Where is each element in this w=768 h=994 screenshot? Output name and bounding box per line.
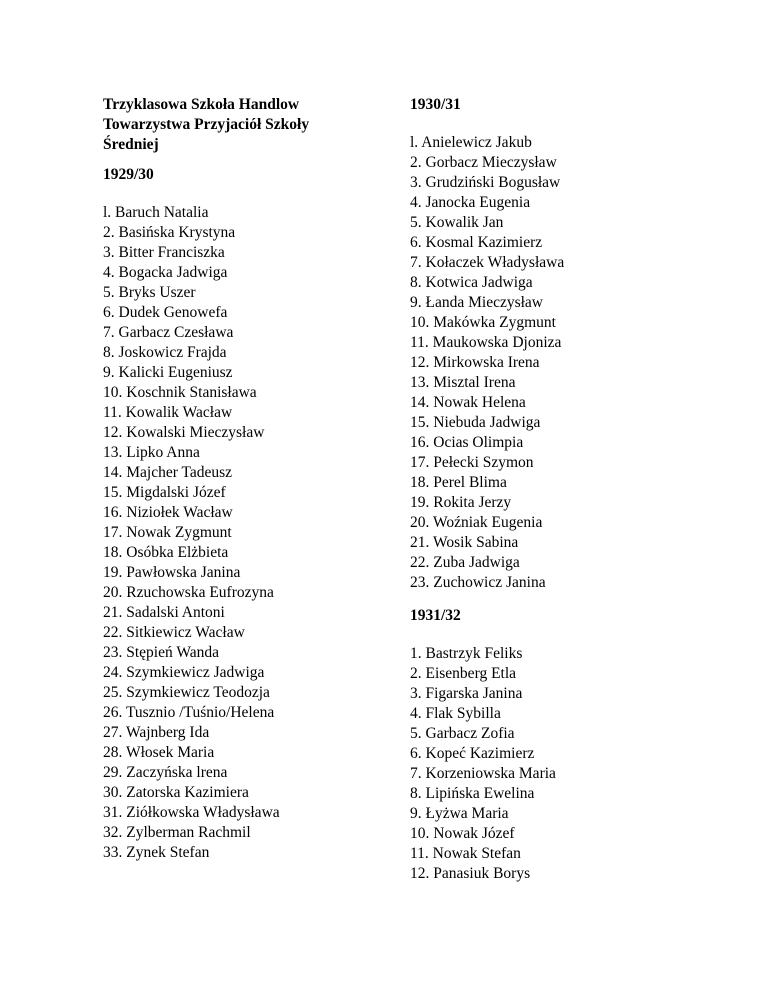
student-entry: 2. Gorbacz Mieczysław bbox=[410, 154, 557, 171]
student-entry: l. Anielewicz Jakub bbox=[410, 134, 532, 151]
student-entry: 25. Szymkiewicz Teodozja bbox=[103, 684, 270, 701]
student-entry: 27. Wajnberg Ida bbox=[103, 724, 210, 741]
student-entry: 19. Rokita Jerzy bbox=[410, 494, 512, 511]
student-entry: 6. Kosmal Kazimierz bbox=[410, 234, 543, 251]
student-entry: 2. Eisenberg Etla bbox=[410, 665, 517, 682]
year-heading-1929-30: 1929/30 bbox=[103, 166, 154, 183]
student-entry: 8. Joskowicz Frajda bbox=[103, 344, 227, 361]
student-entry: 6. Dudek Genowefa bbox=[103, 304, 228, 321]
student-entry: 12. Kowalski Mieczysław bbox=[103, 424, 265, 441]
student-entry: 3. Figarska Janina bbox=[410, 685, 523, 702]
student-entry: 23. Zuchowicz Janina bbox=[410, 574, 546, 591]
student-entry: 9. Łanda Mieczysław bbox=[410, 294, 543, 311]
student-entry: 11. Kowalik Wacław bbox=[103, 404, 233, 421]
student-entry: 29. Zaczyńska lrena bbox=[103, 764, 228, 781]
student-entry: 23. Stępień Wanda bbox=[103, 644, 219, 661]
student-entry: 10. Koschnik Stanisława bbox=[103, 384, 257, 401]
student-entry: l. Baruch Natalia bbox=[103, 204, 209, 221]
student-entry: 5. Bryks Uszer bbox=[103, 284, 196, 301]
right-column bbox=[410, 95, 670, 884]
student-entry: 5. Garbacz Zofia bbox=[410, 725, 515, 742]
student-entry: 30. Zatorska Kazimiera bbox=[103, 784, 249, 801]
year-heading-1931-32: 1931/32 bbox=[410, 607, 461, 624]
student-entry: 1. Bastrzyk Feliks bbox=[410, 645, 523, 662]
student-entry: 22. Sitkiewicz Wacław bbox=[103, 624, 245, 641]
student-entry: 4. Janocka Eugenia bbox=[410, 194, 531, 211]
student-entry: 14. Nowak Helena bbox=[410, 394, 526, 411]
student-entry: 14. Majcher Tadeusz bbox=[103, 464, 233, 481]
student-entry: 10. Makówka Zygmunt bbox=[410, 314, 556, 331]
student-entry: 4. Bogacka Jadwiga bbox=[103, 264, 228, 281]
student-entry: 9. Łyżwa Maria bbox=[410, 805, 509, 822]
student-entry: 4. Flak Sybilla bbox=[410, 705, 501, 722]
student-entry: 7. Garbacz Czesława bbox=[103, 324, 234, 341]
student-entry: 8. Kotwica Jadwiga bbox=[410, 274, 533, 291]
student-entry: 6. Kopeć Kazimierz bbox=[410, 745, 535, 762]
student-entry: 7. Kołaczek Władysława bbox=[410, 254, 565, 271]
student-entry: 16. Ocias Olimpia bbox=[410, 434, 524, 451]
student-entry: 13. Lipko Anna bbox=[103, 444, 200, 461]
student-entry: 5. Kowalik Jan bbox=[410, 214, 504, 231]
student-entry: 21. Sadalski Antoni bbox=[103, 604, 225, 621]
left-column bbox=[103, 95, 353, 863]
student-entry: 19. Pawłowska Janina bbox=[103, 564, 241, 581]
student-entry: 18. Osóbka Elżbieta bbox=[103, 544, 229, 561]
student-entry: 22. Zuba Jadwiga bbox=[410, 554, 520, 571]
student-entry: 17. Pełecki Szymon bbox=[410, 454, 534, 471]
student-entry: 15. Migdalski Józef bbox=[103, 484, 226, 501]
student-list-1931-32 bbox=[410, 644, 670, 884]
student-entry: 16. Niziołek Wacław bbox=[103, 504, 233, 521]
student-entry: 24. Szymkiewicz Jadwiga bbox=[103, 664, 265, 681]
student-entry: 15. Niebuda Jadwiga bbox=[410, 414, 541, 431]
student-entry: 8. Lipińska Ewelina bbox=[410, 785, 535, 802]
year-heading-1930-31: 1930/31 bbox=[410, 96, 461, 113]
student-entry: 12. Mirkowska Irena bbox=[410, 354, 540, 371]
student-entry: 17. Nowak Zygmunt bbox=[103, 524, 232, 541]
student-entry: 11. Maukowska Djoniza bbox=[410, 334, 562, 351]
student-entry: 26. Tusznio /Tuśnio/Helena bbox=[103, 704, 275, 721]
student-entry: 12. Panasiuk Borys bbox=[410, 865, 531, 882]
student-entry: 28. Włosek Maria bbox=[103, 744, 215, 761]
student-entry: 18. Perel Blima bbox=[410, 474, 507, 491]
student-list-1930-31 bbox=[410, 133, 670, 593]
school-title: Trzyklasowa Szkoła Handlow Towarzystwa Przyjaciół Szkoły Średniej bbox=[103, 96, 310, 153]
student-list-1929-30 bbox=[103, 203, 353, 863]
student-entry: 7. Korzeniowska Maria bbox=[410, 765, 556, 782]
student-entry: 32. Zylberman Rachmil bbox=[103, 824, 251, 841]
student-entry: 10. Nowak Józef bbox=[410, 825, 515, 842]
student-entry: 13. Misztal Irena bbox=[410, 374, 516, 391]
student-entry: 33. Zynek Stefan bbox=[103, 844, 210, 861]
student-entry: 20. Rzuchowska Eufrozyna bbox=[103, 584, 274, 601]
student-entry: 31. Ziółkowska Władysława bbox=[103, 804, 280, 821]
student-entry: 21. Wosik Sabina bbox=[410, 534, 519, 551]
student-entry: 3. Grudziński Bogusław bbox=[410, 174, 561, 191]
student-entry: 11. Nowak Stefan bbox=[410, 845, 521, 862]
student-entry: 3. Bitter Franciszka bbox=[103, 244, 225, 261]
student-entry: 2. Basińska Krystyna bbox=[103, 224, 236, 241]
student-entry: 9. Kalicki Eugeniusz bbox=[103, 364, 233, 381]
student-entry: 20. Woźniak Eugenia bbox=[410, 514, 543, 531]
